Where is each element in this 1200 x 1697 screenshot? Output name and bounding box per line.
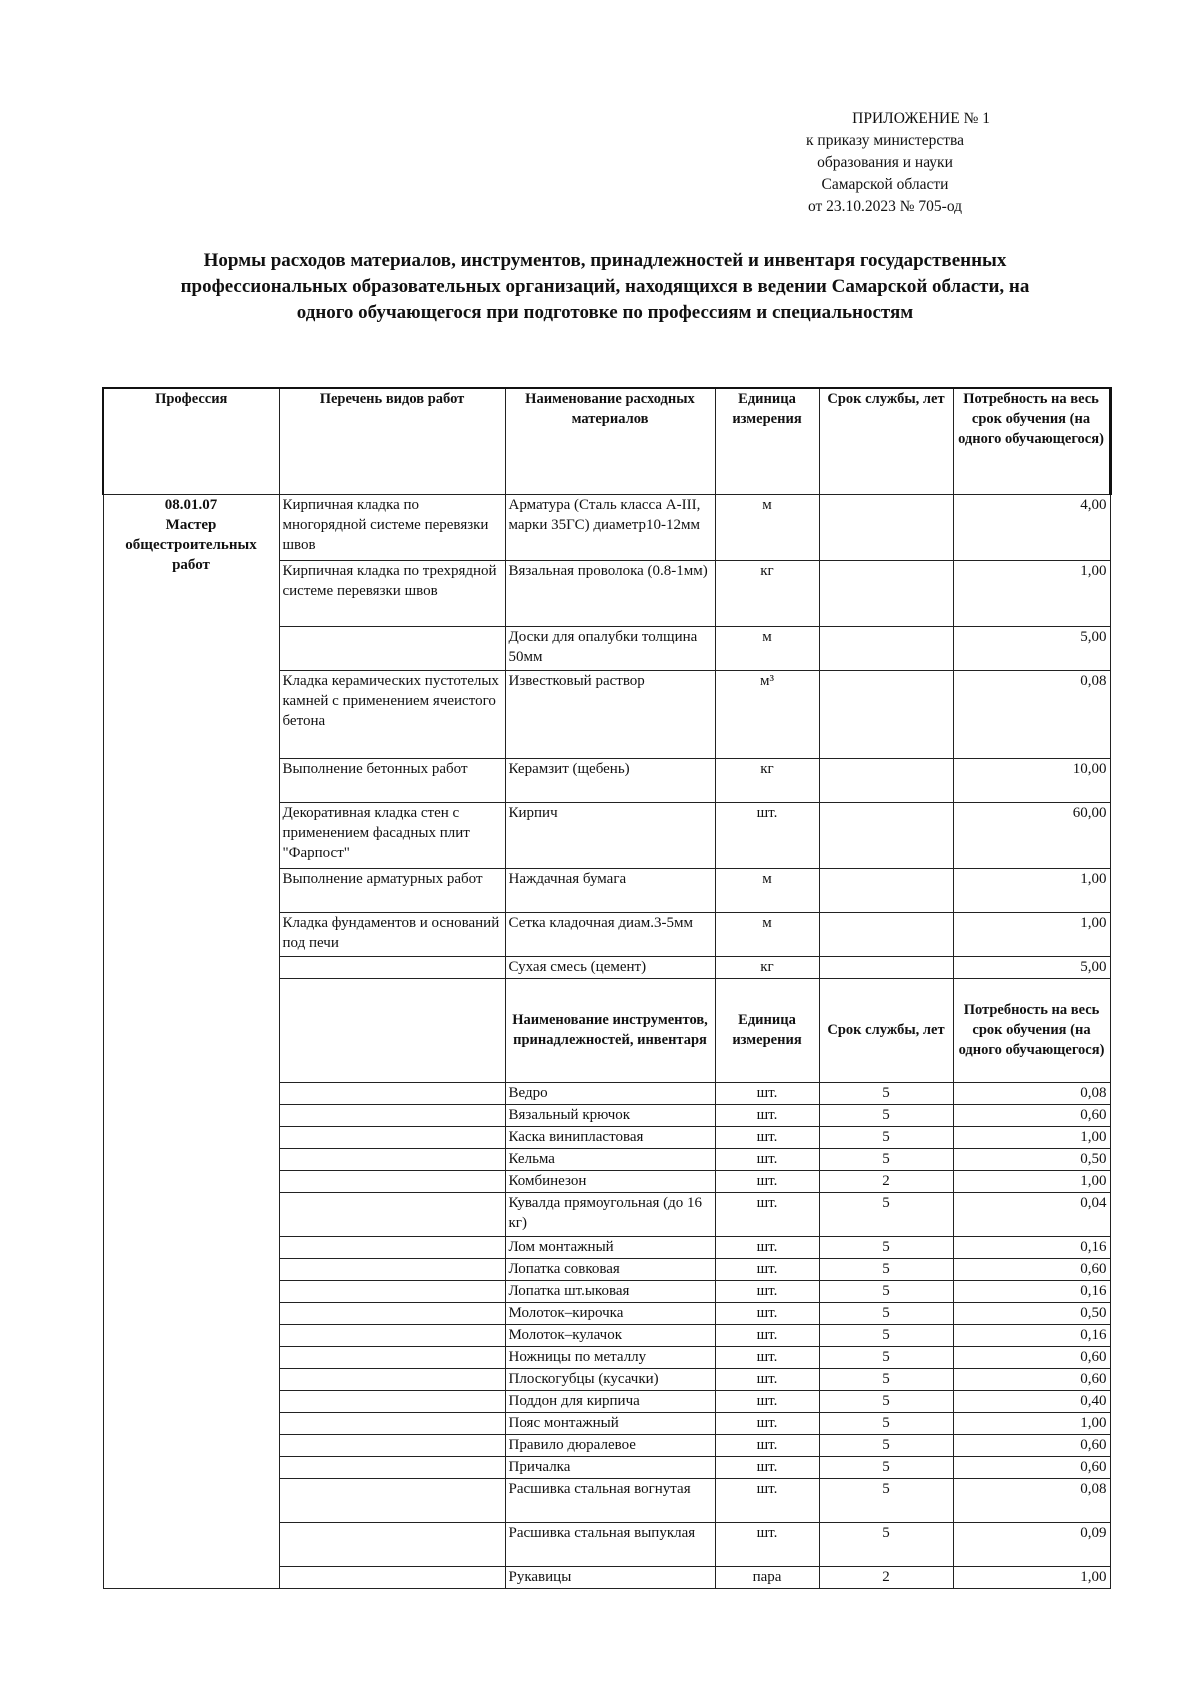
- work-type: Кладка керамических пустотелых камней с применением ячеистого бетона: [279, 670, 505, 758]
- tool-need: 0,60: [953, 1104, 1110, 1126]
- material-name: Известковый раствор: [505, 670, 715, 758]
- material-name: Арматура (Сталь класса А-III, марки 35ГС) диаметр10-12мм: [505, 494, 715, 560]
- work-type: [279, 626, 505, 670]
- material-name: Сухая смесь (цемент): [505, 956, 715, 978]
- tool-term: 2: [819, 1566, 953, 1588]
- tool-term: 5: [819, 1346, 953, 1368]
- tool-work-empty: [279, 1170, 505, 1192]
- header-materials: Наименование расходных материалов: [505, 388, 715, 494]
- tool-term: 5: [819, 1302, 953, 1324]
- tool-term: 5: [819, 1456, 953, 1478]
- material-unit: кг: [715, 560, 819, 626]
- tools-header-need: Потребность на весь срок обучения (на одного обучающегося): [953, 978, 1110, 1082]
- tool-need: 0,50: [953, 1148, 1110, 1170]
- material-term: [819, 868, 953, 912]
- tool-need: 0,50: [953, 1302, 1110, 1324]
- tool-name: Причалка: [505, 1456, 715, 1478]
- tool-unit: шт.: [715, 1192, 819, 1236]
- document-title: [110, 248, 1100, 326]
- material-name: Сетка кладочная диам.3-5мм: [505, 912, 715, 956]
- tool-unit: шт.: [715, 1104, 819, 1126]
- tool-unit: шт.: [715, 1280, 819, 1302]
- tool-need: 0,08: [953, 1082, 1110, 1104]
- tool-term: 5: [819, 1478, 953, 1522]
- work-type: Кирпичная кладка по трехрядной системе перевязки швов: [279, 560, 505, 626]
- tool-work-empty: [279, 1082, 505, 1104]
- material-unit: шт.: [715, 802, 819, 868]
- material-need: 0,08: [953, 670, 1110, 758]
- material-name: Керамзит (щебень): [505, 758, 715, 802]
- tool-term: 5: [819, 1368, 953, 1390]
- tool-work-empty: [279, 1324, 505, 1346]
- material-need: 10,00: [953, 758, 1110, 802]
- tool-need: 0,04: [953, 1192, 1110, 1236]
- tool-term: 5: [819, 1412, 953, 1434]
- profession-cell: [103, 494, 279, 1588]
- tools-header-name: Наименование инструментов, принадлежностей, инвентаря: [505, 978, 715, 1082]
- tool-term: 5: [819, 1434, 953, 1456]
- tool-name: Рукавицы: [505, 1566, 715, 1588]
- material-term: [819, 802, 953, 868]
- tool-name: Лопатка совковая: [505, 1258, 715, 1280]
- norms-table-body: [103, 388, 1110, 1588]
- material-need: 1,00: [953, 912, 1110, 956]
- tool-work-empty: [279, 1456, 505, 1478]
- tool-term: 5: [819, 1324, 953, 1346]
- material-unit: м: [715, 626, 819, 670]
- material-need: 4,00: [953, 494, 1110, 560]
- table-header-row: [103, 388, 1110, 494]
- tools-header-service: Срок службы, лет: [819, 978, 953, 1082]
- tool-unit: шт.: [715, 1236, 819, 1258]
- material-need: 1,00: [953, 868, 1110, 912]
- appendix-date: от 23.10.2023 № 705-од: [807, 198, 963, 215]
- tool-unit: шт.: [715, 1368, 819, 1390]
- tool-unit: шт.: [715, 1126, 819, 1148]
- profession-name: Мастер общестроительных работ: [125, 516, 257, 573]
- material-term: [819, 670, 953, 758]
- tool-unit: шт.: [715, 1170, 819, 1192]
- tool-need: 0,60: [953, 1434, 1110, 1456]
- title-line: одного обучающегося при подготовке по профессиям и специальностям: [296, 302, 914, 323]
- header-works: Перечень видов работ: [279, 388, 505, 494]
- tool-work-empty: [279, 1280, 505, 1302]
- work-type: Выполнение арматурных работ: [279, 868, 505, 912]
- tool-need: 0,60: [953, 1368, 1110, 1390]
- tool-term: 5: [819, 1280, 953, 1302]
- tool-term: 5: [819, 1104, 953, 1126]
- material-name: Наждачная бумага: [505, 868, 715, 912]
- tool-name: Вязальный крючок: [505, 1104, 715, 1126]
- tool-need: 0,08: [953, 1478, 1110, 1522]
- tool-term: 5: [819, 1148, 953, 1170]
- tool-work-empty: [279, 1412, 505, 1434]
- tool-work-empty: [279, 1192, 505, 1236]
- tool-unit: шт.: [715, 1258, 819, 1280]
- tool-need: 1,00: [953, 1170, 1110, 1192]
- tool-unit: шт.: [715, 1148, 819, 1170]
- tools-header-unit: Единица измерения: [715, 978, 819, 1082]
- tool-need: 0,40: [953, 1390, 1110, 1412]
- tool-name: Кельма: [505, 1148, 715, 1170]
- tool-need: 1,00: [953, 1412, 1110, 1434]
- tool-need: 0,16: [953, 1236, 1110, 1258]
- tool-unit: пара: [715, 1566, 819, 1588]
- tool-name: Лопатка шт.ыковая: [505, 1280, 715, 1302]
- tool-name: Ведро: [505, 1082, 715, 1104]
- tool-unit: шт.: [715, 1478, 819, 1522]
- tool-name: Пояс монтажный: [505, 1412, 715, 1434]
- tool-name: Ножницы по металлу: [505, 1346, 715, 1368]
- tool-unit: шт.: [715, 1302, 819, 1324]
- tool-unit: шт.: [715, 1434, 819, 1456]
- tool-need: 0,09: [953, 1522, 1110, 1566]
- material-term: [819, 912, 953, 956]
- material-unit: кг: [715, 956, 819, 978]
- material-name: Кирпич: [505, 802, 715, 868]
- material-name: Вязальная проволока (0.8-1мм): [505, 560, 715, 626]
- header-service: Срок службы, лет: [819, 388, 953, 494]
- material-term: [819, 626, 953, 670]
- material-unit: м³: [715, 670, 819, 758]
- tool-name: Расшивка стальная вогнутая: [505, 1478, 715, 1522]
- tool-name: Комбинезон: [505, 1170, 715, 1192]
- material-need: 60,00: [953, 802, 1110, 868]
- work-type: [279, 956, 505, 978]
- tool-unit: шт.: [715, 1082, 819, 1104]
- material-unit: кг: [715, 758, 819, 802]
- tool-work-empty: [279, 1566, 505, 1588]
- tool-work-empty: [279, 1236, 505, 1258]
- tool-work-empty: [279, 1390, 505, 1412]
- tool-name: Лом монтажный: [505, 1236, 715, 1258]
- tool-term: 2: [819, 1170, 953, 1192]
- tool-name: Каска винипластовая: [505, 1126, 715, 1148]
- appendix-line: к приказу министерства: [806, 132, 964, 149]
- appendix-block: [770, 108, 1000, 218]
- tool-unit: шт.: [715, 1324, 819, 1346]
- tool-unit: шт.: [715, 1412, 819, 1434]
- material-term: [819, 956, 953, 978]
- material-need: 5,00: [953, 626, 1110, 670]
- tool-term: 5: [819, 1082, 953, 1104]
- tool-term: 5: [819, 1192, 953, 1236]
- material-row: [103, 494, 1110, 560]
- material-unit: м: [715, 912, 819, 956]
- tool-need: 0,60: [953, 1346, 1110, 1368]
- header-unit: Единица измерения: [715, 388, 819, 494]
- appendix-line: образования и науки: [817, 154, 953, 171]
- tool-need: 0,60: [953, 1456, 1110, 1478]
- work-type: Кладка фундаментов и оснований под печи: [279, 912, 505, 956]
- appendix-line: Самарской области: [821, 176, 949, 193]
- tool-term: 5: [819, 1258, 953, 1280]
- tool-term: 5: [819, 1236, 953, 1258]
- title-line: профессиональных образовательных организаций, находящихся в ведении Самарской области, на: [180, 276, 1030, 297]
- tool-need: 1,00: [953, 1126, 1110, 1148]
- material-need: 5,00: [953, 956, 1110, 978]
- tool-work-empty: [279, 1126, 505, 1148]
- title-line: Нормы расходов материалов, инструментов, принадлежностей и инвентаря государственных: [203, 250, 1007, 271]
- material-name: Доски для опалубки толщина 50мм: [505, 626, 715, 670]
- tool-unit: шт.: [715, 1346, 819, 1368]
- tool-work-empty: [279, 1368, 505, 1390]
- tool-name: Молоток–кирочка: [505, 1302, 715, 1324]
- tool-need: 0,16: [953, 1324, 1110, 1346]
- tool-name: Расшивка стальная выпуклая: [505, 1522, 715, 1566]
- profession-code: 08.01.07: [164, 496, 218, 513]
- header-need: Потребность на весь срок обучения (на одного обучающегося): [953, 388, 1110, 494]
- tool-work-empty: [279, 1148, 505, 1170]
- tool-work-empty: [279, 1522, 505, 1566]
- tool-unit: шт.: [715, 1456, 819, 1478]
- header-profession: Профессия: [103, 388, 279, 494]
- work-type: Кирпичная кладка по многорядной системе перевязки швов: [279, 494, 505, 560]
- material-need: 1,00: [953, 560, 1110, 626]
- material-term: [819, 758, 953, 802]
- tool-name: Поддон для кирпича: [505, 1390, 715, 1412]
- tool-work-empty: [279, 1302, 505, 1324]
- tool-name: Кувалда прямоугольная (до 16 кг): [505, 1192, 715, 1236]
- tool-term: 5: [819, 1522, 953, 1566]
- material-unit: м: [715, 494, 819, 560]
- material-unit: м: [715, 868, 819, 912]
- work-type: Декоративная кладка стен с применением фасадных плит "Фарпост": [279, 802, 505, 868]
- tool-work-empty: [279, 1478, 505, 1522]
- tool-unit: шт.: [715, 1522, 819, 1566]
- tool-name: Правило дюралевое: [505, 1434, 715, 1456]
- material-term: [819, 560, 953, 626]
- tool-work-empty: [279, 1434, 505, 1456]
- tool-work-empty: [279, 1346, 505, 1368]
- tool-need: 1,00: [953, 1566, 1110, 1588]
- tool-unit: шт.: [715, 1390, 819, 1412]
- tool-work-empty: [279, 1104, 505, 1126]
- appendix-number: ПРИЛОЖЕНИЕ № 1: [852, 110, 990, 127]
- tool-work-empty: [279, 1258, 505, 1280]
- norms-table: [102, 387, 1112, 1589]
- tool-term: 5: [819, 1390, 953, 1412]
- tool-name: Молоток–кулачок: [505, 1324, 715, 1346]
- material-term: [819, 494, 953, 560]
- tool-name: Плоскогубцы (кусачки): [505, 1368, 715, 1390]
- work-type: Выполнение бетонных работ: [279, 758, 505, 802]
- tool-need: 0,16: [953, 1280, 1110, 1302]
- tools-header-empty: [279, 978, 505, 1082]
- tool-need: 0,60: [953, 1258, 1110, 1280]
- tool-term: 5: [819, 1126, 953, 1148]
